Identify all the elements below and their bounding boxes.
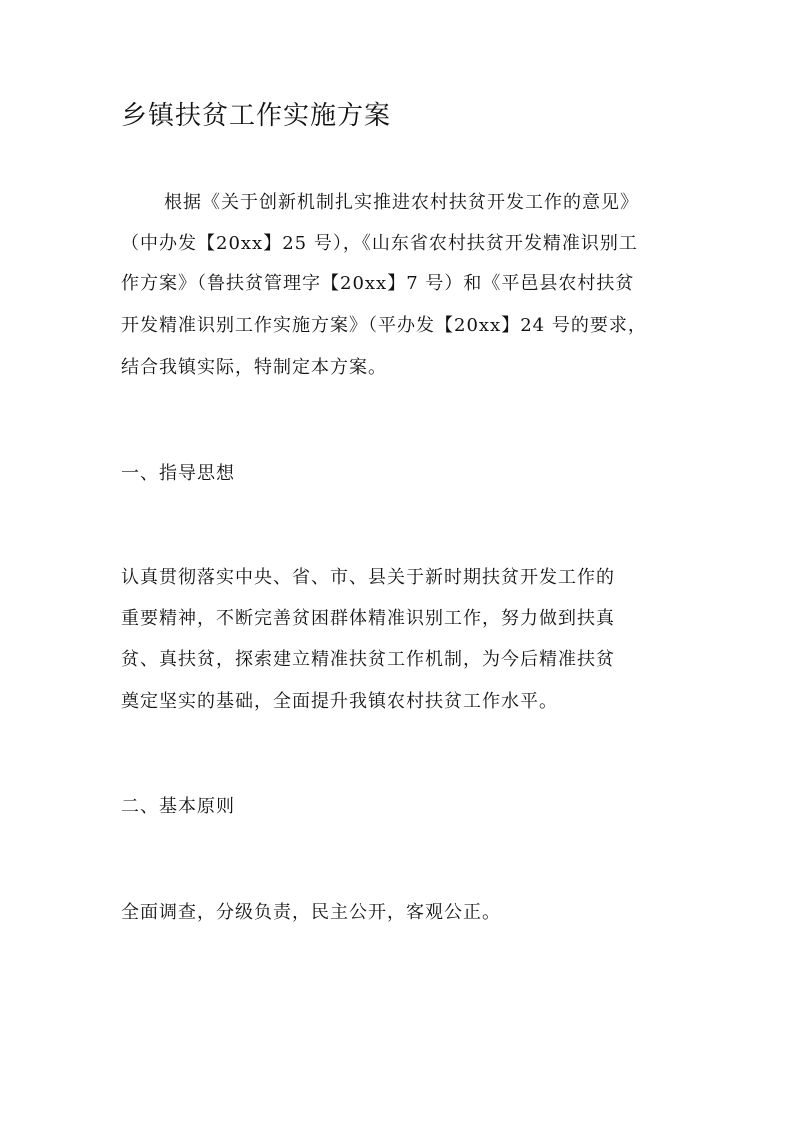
intro-line: 开发精准识别工作实施方案》（平办发【20xx】24 号的要求， xyxy=(121,315,647,336)
document-title: 乡镇扶贫工作实施方案 xyxy=(121,101,392,131)
section-heading: 一、指导思想 xyxy=(121,463,235,484)
intro-line: 结合我镇实际，特制定本方案。 xyxy=(121,357,387,378)
section-heading: 二、基本原则 xyxy=(121,796,235,817)
section-line: 认真贯彻落实中央、省、市、县关于新时期扶贫开发工作的 xyxy=(121,567,615,588)
section-line: 全面调查，分级负责，民主公开，客观公正。 xyxy=(121,902,501,923)
section-line: 奠定坚实的基础，全面提升我镇农村扶贫工作水平。 xyxy=(121,691,558,712)
intro-line: （中办发【20xx】25 号），《山东省农村扶贫开发精准识别工 xyxy=(121,233,638,254)
intro-line: 作方案》（鲁扶贫管理字【20xx】7 号）和《平邑县农村扶贫 xyxy=(121,273,635,294)
section-line: 贫、真扶贫，探索建立精准扶贫工作机制，为今后精准扶贫 xyxy=(121,649,615,670)
intro-line: 根据《关于创新机制扎实推进农村扶贫开发工作的意见》 xyxy=(164,192,639,213)
section-line: 重要精神，不断完善贫困群体精准识别工作，努力做到扶真 xyxy=(121,608,615,629)
